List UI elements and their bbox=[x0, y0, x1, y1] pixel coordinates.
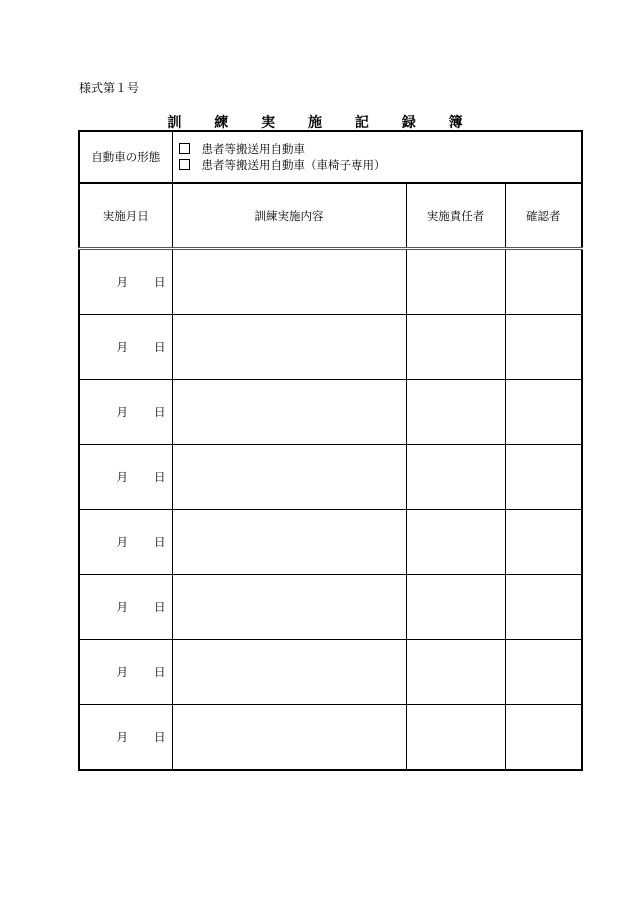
vehicle-type-row bbox=[79, 131, 582, 183]
verifier-cell[interactable] bbox=[505, 575, 582, 640]
date-cell[interactable] bbox=[79, 445, 172, 510]
day-label: 日 bbox=[154, 470, 166, 484]
supervisor-cell[interactable] bbox=[406, 640, 505, 705]
supervisor-cell[interactable] bbox=[406, 705, 505, 771]
supervisor-cell[interactable] bbox=[406, 575, 505, 640]
day-label: 日 bbox=[154, 730, 166, 744]
date-cell[interactable] bbox=[79, 640, 172, 705]
month-label: 月 bbox=[116, 405, 128, 419]
table-row bbox=[79, 315, 582, 380]
day-label: 日 bbox=[154, 665, 166, 679]
checkbox-icon[interactable] bbox=[179, 159, 190, 170]
content-cell[interactable] bbox=[172, 445, 406, 510]
content-cell[interactable] bbox=[172, 380, 406, 445]
month-label: 月 bbox=[116, 470, 128, 484]
table-row bbox=[79, 445, 582, 510]
month-label: 月 bbox=[116, 340, 128, 354]
header-date: 実施月日 bbox=[79, 183, 172, 249]
day-label: 日 bbox=[154, 275, 166, 289]
vehicle-option-label: 患者等搬送用自動車 bbox=[201, 142, 305, 156]
day-label: 日 bbox=[154, 405, 166, 419]
vehicle-type-label: 自動車の形態 bbox=[79, 131, 172, 183]
table-row bbox=[79, 640, 582, 705]
month-label: 月 bbox=[116, 275, 128, 289]
date-cell[interactable] bbox=[79, 315, 172, 380]
verifier-cell[interactable] bbox=[505, 380, 582, 445]
header-supervisor: 実施責任者 bbox=[406, 183, 505, 249]
content-cell[interactable] bbox=[172, 315, 406, 380]
date-cell[interactable] bbox=[79, 380, 172, 445]
vehicle-type-options bbox=[172, 131, 582, 183]
content-cell[interactable] bbox=[172, 249, 406, 315]
verifier-cell[interactable] bbox=[505, 249, 582, 315]
date-cell[interactable] bbox=[79, 575, 172, 640]
content-cell[interactable] bbox=[172, 575, 406, 640]
month-label: 月 bbox=[116, 665, 128, 679]
checkbox-icon[interactable] bbox=[179, 143, 190, 154]
table-row bbox=[79, 380, 582, 445]
supervisor-cell[interactable] bbox=[406, 510, 505, 575]
header-row bbox=[79, 183, 582, 249]
vehicle-option-standard[interactable] bbox=[179, 141, 582, 157]
verifier-cell[interactable] bbox=[505, 445, 582, 510]
content-cell[interactable] bbox=[172, 705, 406, 771]
form-number: 様式第１号 bbox=[79, 81, 140, 95]
table-row bbox=[79, 510, 582, 575]
verifier-cell[interactable] bbox=[505, 510, 582, 575]
vehicle-option-label: 患者等搬送用自動車（車椅子専用） bbox=[201, 158, 386, 172]
supervisor-cell[interactable] bbox=[406, 249, 505, 315]
date-cell[interactable] bbox=[79, 249, 172, 315]
table-row bbox=[79, 705, 582, 771]
day-label: 日 bbox=[154, 340, 166, 354]
month-label: 月 bbox=[116, 600, 128, 614]
month-label: 月 bbox=[116, 535, 128, 549]
supervisor-cell[interactable] bbox=[406, 445, 505, 510]
table-row bbox=[79, 249, 582, 315]
vehicle-option-wheelchair[interactable] bbox=[179, 157, 582, 173]
verifier-cell[interactable] bbox=[505, 705, 582, 771]
day-label: 日 bbox=[154, 600, 166, 614]
verifier-cell[interactable] bbox=[505, 315, 582, 380]
day-label: 日 bbox=[154, 535, 166, 549]
supervisor-cell[interactable] bbox=[406, 380, 505, 445]
verifier-cell[interactable] bbox=[505, 640, 582, 705]
supervisor-cell[interactable] bbox=[406, 315, 505, 380]
content-cell[interactable] bbox=[172, 640, 406, 705]
header-content: 訓練実施内容 bbox=[172, 183, 406, 249]
training-record-table bbox=[78, 130, 583, 771]
content-cell[interactable] bbox=[172, 510, 406, 575]
page-title: 訓 練 実 施 記 録 簿 bbox=[167, 115, 477, 131]
date-cell[interactable] bbox=[79, 705, 172, 771]
date-cell[interactable] bbox=[79, 510, 172, 575]
table-row bbox=[79, 575, 582, 640]
header-verifier: 確認者 bbox=[505, 183, 582, 249]
month-label: 月 bbox=[116, 730, 128, 744]
